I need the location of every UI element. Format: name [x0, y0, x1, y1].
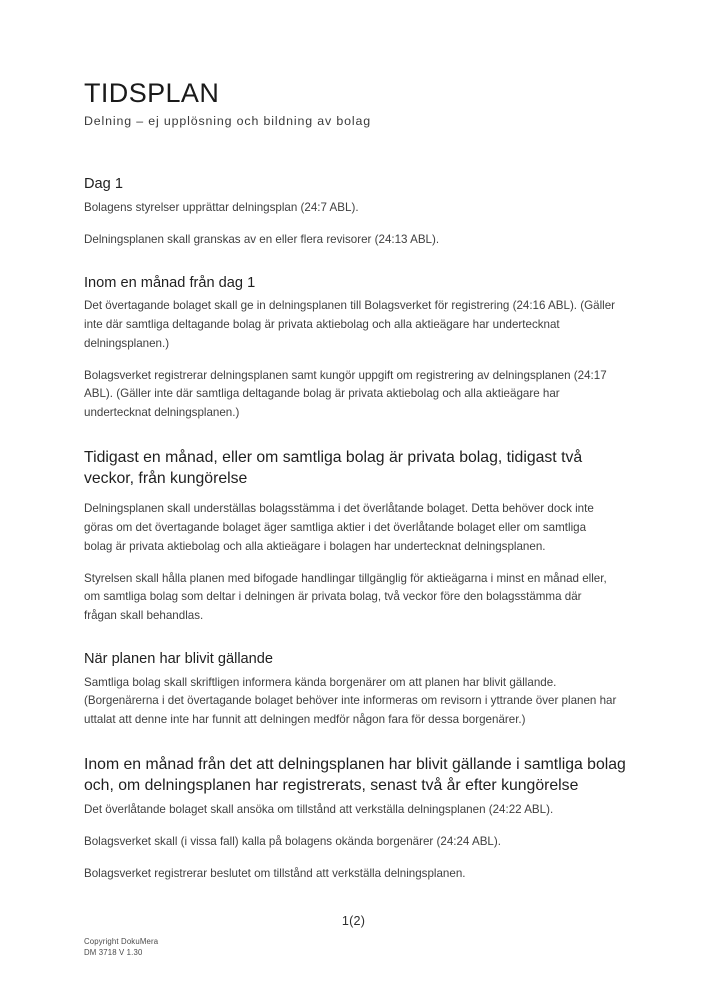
- document-content: [84, 78, 624, 884]
- section-heading: Inom en månad från det att delningsplanen har blivit gällande i samtliga bolag och, om delningsplanen har registrerats, senast två år efter kungörelse: [84, 755, 626, 795]
- section-paragraph: Bolagens styrelser upprättar delningsplan (24:7 ABL).: [84, 201, 359, 215]
- copyright-text: Copyright DokuMera: [84, 937, 159, 946]
- page-number: 1(2): [341, 914, 366, 928]
- section-heading: Dag 1: [84, 176, 123, 193]
- section-paragraph: Samtliga bolag skall skriftligen informera kända borgenärer om att planen har blivit gällande. (Borgenärerna i det övertagande bolaget behöver inte informeras om revisorn i yttrande över planen har uttalat att denne inte har funnit att delningen medför någon fara för dessa borgenärer.): [84, 675, 617, 727]
- section-paragraph: Bolagsverket skall (i vissa fall) kalla på bolagens okända borgenärer (24:24 ABL).: [84, 835, 501, 849]
- copyright-block: [84, 936, 158, 959]
- page-footer: [0, 914, 707, 984]
- section-paragraph: Styrelsen skall hålla planen med bifogade handlingar tillgänglig för aktieägarna i minst en månad eller, om samtliga bolag som deltar i delningen är privata bolag, två veckor före den bolagsstämma där frågan skall behandlas.: [84, 571, 607, 623]
- section-paragraph: Det övertagande bolaget skall ge in delningsplanen till Bolagsverket för registrering (24:16 ABL). (Gäller inte där samtliga deltagande bolag är privata aktiebolag och alla aktieägare har undertecknat delningsplanen.): [84, 299, 616, 350]
- section-paragraph: Bolagsverket registrerar delningsplanen samt kungör uppgift om registrering av delningsplanen (24:17 ABL). (Gäller inte där samtliga deltagande bolag är privata aktiebolag och alla aktieägare har undertecknat delningsplanen.): [84, 368, 607, 420]
- section-dag-1: [84, 175, 624, 249]
- section-paragraph: Delningsplanen skall underställas bolagsstämma i det överlåtande bolaget. Detta behöver dock inte göras om det övertagande bolaget äger samtliga aktier i det överlåtande bolaget eller om samtliga bolag är privata aktiebolag och alla aktieägare i bolagen har undertecknat delningsplanen.: [84, 502, 594, 553]
- section-paragraph: Bolagsverket registrerar beslutet om tillstånd att verkställa delningsplanen.: [84, 866, 466, 880]
- section-heading: När planen har blivit gällande: [84, 650, 274, 667]
- document-code: DM 3718 V 1.30: [84, 948, 143, 958]
- section-nar-planen-har-blivit-gallande: [84, 650, 624, 730]
- section-paragraph: Delningsplanen skall granskas av en eller flera revisorer (24:13 ABL).: [84, 232, 440, 246]
- page-subtitle: Delning – ej upplösning och bildning av bolag: [84, 114, 371, 129]
- section-heading: Inom en månad från dag 1: [84, 274, 256, 291]
- page-title: TIDSPLAN: [84, 78, 220, 108]
- section-tidigast-en-manad: [84, 447, 624, 626]
- section-paragraph: Det överlåtande bolaget skall ansöka om tillstånd att verkställa delningsplanen (24:22 ABL).: [84, 803, 554, 817]
- section-inom-en-manad-fran-det-att: [84, 754, 624, 884]
- section-inom-en-manad-fran-dag-1: [84, 274, 624, 423]
- section-heading: Tidigast en månad, eller om samtliga bolag är privata bolag, tidigast två veckor, från kungörelse: [84, 448, 583, 488]
